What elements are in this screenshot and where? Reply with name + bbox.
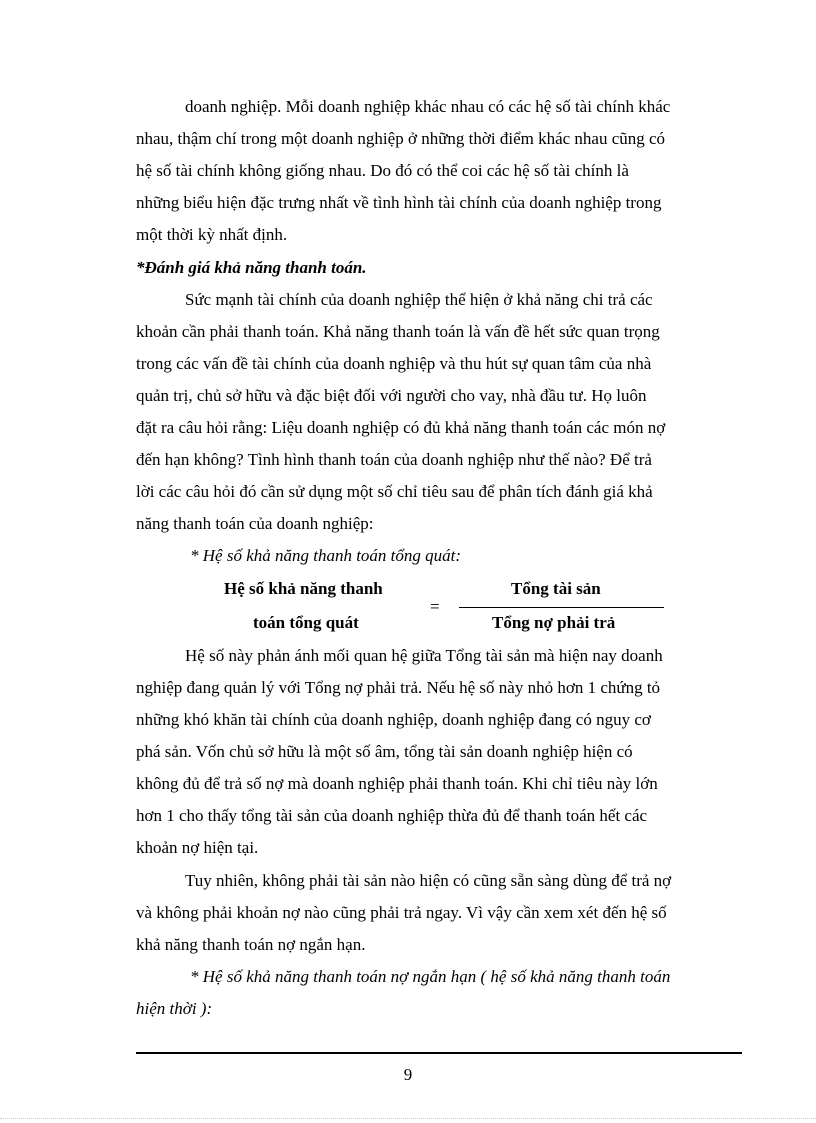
paragraph4-line-3: khả năng thanh toán nợ ngắn hạn. (136, 935, 366, 954)
paragraph3-line-7: khoản nợ hiện tại. (136, 838, 259, 857)
paragraph3-line-1: Hệ số này phản ánh mối quan hệ giữa Tổng tài sản mà hiện nay doanh (185, 646, 663, 665)
fraction-bar (459, 607, 664, 608)
paragraph1-line-2: nhau, thậm chí trong một doanh nghiệp ở những thời điểm khác nhau cũng có (136, 129, 666, 148)
subheading-current-ratio-line-1: * Hệ số khả năng thanh toán nợ ngắn hạn ( hệ số khả năng thanh toán (190, 967, 671, 986)
page-bottom-border (0, 1118, 816, 1119)
paragraph1-line-3: hệ số tài chính không giống nhau. Do đó có thể coi các hệ số tài chính là (136, 161, 629, 180)
formula-label-line-1: Hệ số khả năng thanh (224, 579, 383, 598)
paragraph4-line-1: Tuy nhiên, không phải tài sản nào hiện có cũng sẵn sàng dùng để trả nợ (185, 871, 672, 890)
formula-equals: = (430, 597, 440, 616)
subheading-current-ratio-line-2: hiện thời ): (136, 999, 213, 1018)
page-number: 9 (403, 1065, 413, 1084)
paragraph2-line-6: đến hạn không? Tình hình thanh toán của doanh nghiệp như thế nào? Để trả (136, 450, 652, 469)
paragraph4-line-2: và không phải khoản nợ nào cũng phải trả ngay. Vì vậy cần xem xét đến hệ số (136, 903, 667, 922)
paragraph2-line-7: lời các câu hỏi đó cần sử dụng một số chỉ tiêu sau để phân tích đánh giá khả (136, 482, 653, 501)
formula-denominator: Tổng nợ phải trả (492, 613, 616, 632)
paragraph2-line-2: khoản cần phải thanh toán. Khả năng thanh toán là vấn đề hết sức quan trọng (136, 322, 660, 341)
paragraph3-line-6: hơn 1 cho thấy tổng tài sản của doanh nghiệp thừa đủ để thanh toán hết các (136, 806, 648, 825)
section-heading: *Đánh giá khả năng thanh toán. (136, 258, 367, 277)
formula-label-line-2: toán tổng quát (253, 613, 359, 632)
paragraph3-line-5: không đủ để trả số nợ mà doanh nghiệp phải thanh toán. Khi chỉ tiêu này lớn (136, 774, 658, 793)
paragraph2-line-3: trong các vấn đề tài chính của doanh nghiệp và thu hút sự quan tâm của nhà (136, 354, 652, 373)
paragraph1-line-1: doanh nghiệp. Mỗi doanh nghiệp khác nhau có các hệ số tài chính khác (185, 97, 671, 116)
paragraph2-line-4: quản trị, chủ sở hữu và đặc biệt đối với người cho vay, nhà đầu tư. Họ luôn (136, 386, 647, 405)
paragraph2-line-1: Sức mạnh tài chính của doanh nghiệp thể hiện ở khả năng chi trả các (185, 290, 653, 309)
formula-numerator: Tổng tài sản (511, 579, 601, 598)
paragraph3-line-2: nghiệp đang quản lý với Tổng nợ phải trả. Nếu hệ số này nhỏ hơn 1 chứng tỏ (136, 678, 661, 697)
subheading-general-solvency: * Hệ số khả năng thanh toán tổng quát: (190, 546, 462, 565)
paragraph3-line-3: những khó khăn tài chính của doanh nghiệp, doanh nghiệp đang có nguy cơ (136, 710, 651, 729)
footer-rule (136, 1052, 742, 1054)
paragraph1-line-5: một thời kỳ nhất định. (136, 225, 288, 244)
paragraph1-line-4: những biểu hiện đặc trưng nhất về tình hình tài chính của doanh nghiệp trong (136, 193, 662, 212)
paragraph3-line-4: phá sản. Vốn chủ sở hữu là một số âm, tổng tài sản doanh nghiệp hiện có (136, 742, 633, 761)
paragraph2-line-5: đặt ra câu hỏi rằng: Liệu doanh nghiệp có đủ khả năng thanh toán các món nợ (136, 418, 666, 437)
paragraph2-line-8: năng thanh toán của doanh nghiệp: (136, 514, 374, 533)
